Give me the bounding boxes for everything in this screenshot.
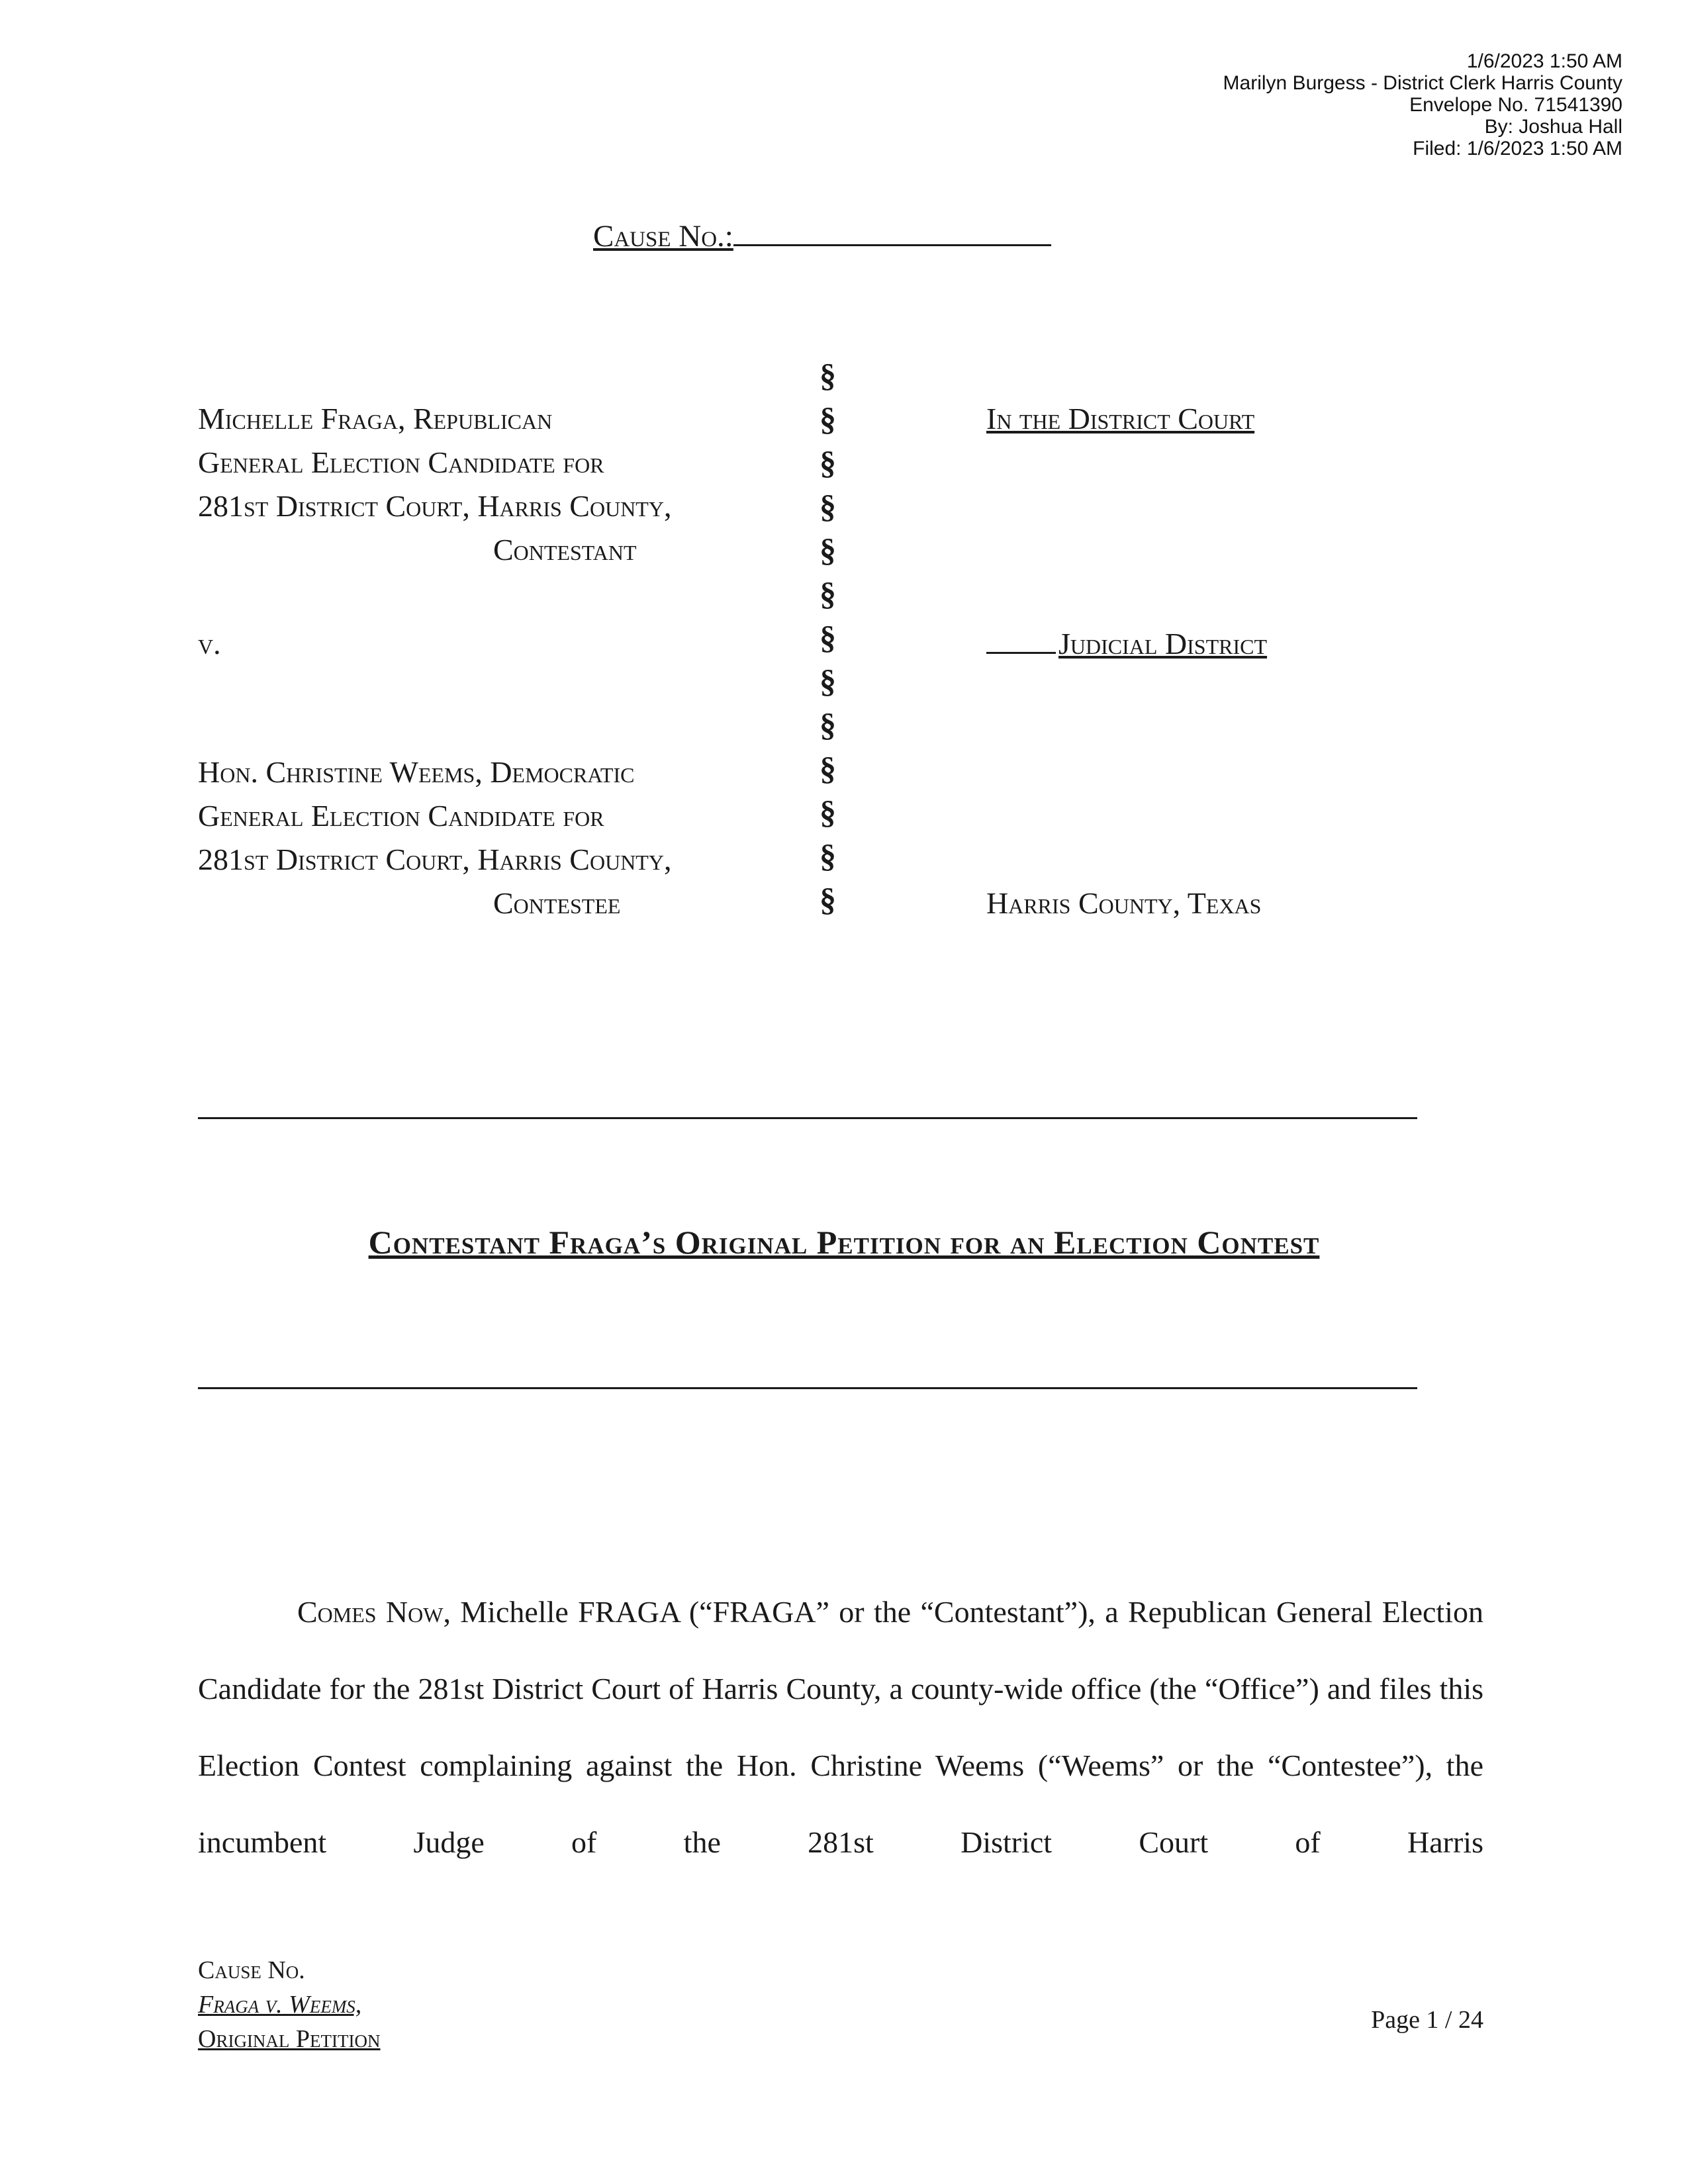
section-symbol: § (820, 750, 836, 787)
contestee-role: Contestee (493, 886, 621, 920)
section-symbol: § (820, 837, 836, 874)
filing-stamp (1223, 50, 1622, 159)
contestee-line-3: 281st District Court, Harris County, (198, 842, 672, 876)
footer-cause-no: Cause No. (198, 1956, 305, 1984)
page-number: Page 1 / 24 (1371, 2006, 1483, 2034)
stamp-filed: Filed: 1/6/2023 1:50 AM (1413, 138, 1622, 159)
section-symbol: § (820, 400, 836, 437)
stamp-datetime: 1/6/2023 1:50 AM (1466, 50, 1622, 72)
section-symbol: § (820, 575, 836, 612)
horizontal-rule-top (198, 1117, 1417, 1119)
versus: v. (198, 627, 221, 660)
opening-lead: Comes Now (297, 1595, 444, 1629)
county-state: Harris County, Texas (986, 886, 1262, 920)
section-symbol: § (820, 706, 836, 743)
judicial-district (986, 627, 1267, 660)
opening-paragraph (198, 1574, 1483, 1881)
footer-document-name: Original Petition (198, 2025, 381, 2053)
section-symbol: § (820, 794, 836, 831)
contestant-line-2: General Election Candidate for (198, 445, 604, 479)
contestant-line-3: 281st District Court, Harris County, (198, 489, 672, 523)
body-text (198, 1574, 1483, 1881)
district-number-blank (986, 632, 1056, 654)
judicial-district-label: Judicial District (1058, 627, 1268, 660)
document-title: Contestant Fraga’s Original Petition for an Election Contest (368, 1224, 1320, 1261)
horizontal-rule-bottom (198, 1387, 1417, 1389)
section-symbol: § (820, 619, 836, 656)
section-symbol: § (820, 881, 836, 918)
stamp-clerk: Marilyn Burgess - District Clerk Harris County (1223, 72, 1622, 94)
cause-number-label: Cause No.: (593, 219, 733, 253)
contestee-line-1: Hon. Christine Weems, Democratic (198, 755, 635, 789)
cause-number-blank (733, 222, 1051, 246)
court-name: In the District Court (986, 402, 1255, 435)
section-symbol: § (820, 488, 836, 525)
section-symbol: § (820, 444, 836, 481)
contestee-line-2: General Election Candidate for (198, 799, 604, 833)
stamp-envelope: Envelope No. 71541390 (1409, 94, 1622, 116)
section-symbol: § (820, 357, 836, 394)
contestant-role: Contestant (493, 533, 637, 567)
section-symbol: § (820, 531, 836, 569)
footer-case-name: Fraga v. Weems, (198, 1991, 362, 2019)
cause-number-header (593, 218, 1051, 254)
contestant-line-1: Michelle Fraga, Republican (198, 402, 553, 435)
opening-text: , Michelle FRAGA (“FRAGA” or the “Contestant”), a Republican General Election Candidate for the 281st District Court of Harris County, a county-wide office (the “Office”) and files this Election Contest complaining against the Hon. Christine Weems (“Weems” or the “Contestee”), the incumbent Judge of the 281st District Court of Harris (198, 1595, 1483, 1859)
section-symbol: § (820, 662, 836, 700)
stamp-by: By: Joshua Hall (1484, 116, 1622, 138)
